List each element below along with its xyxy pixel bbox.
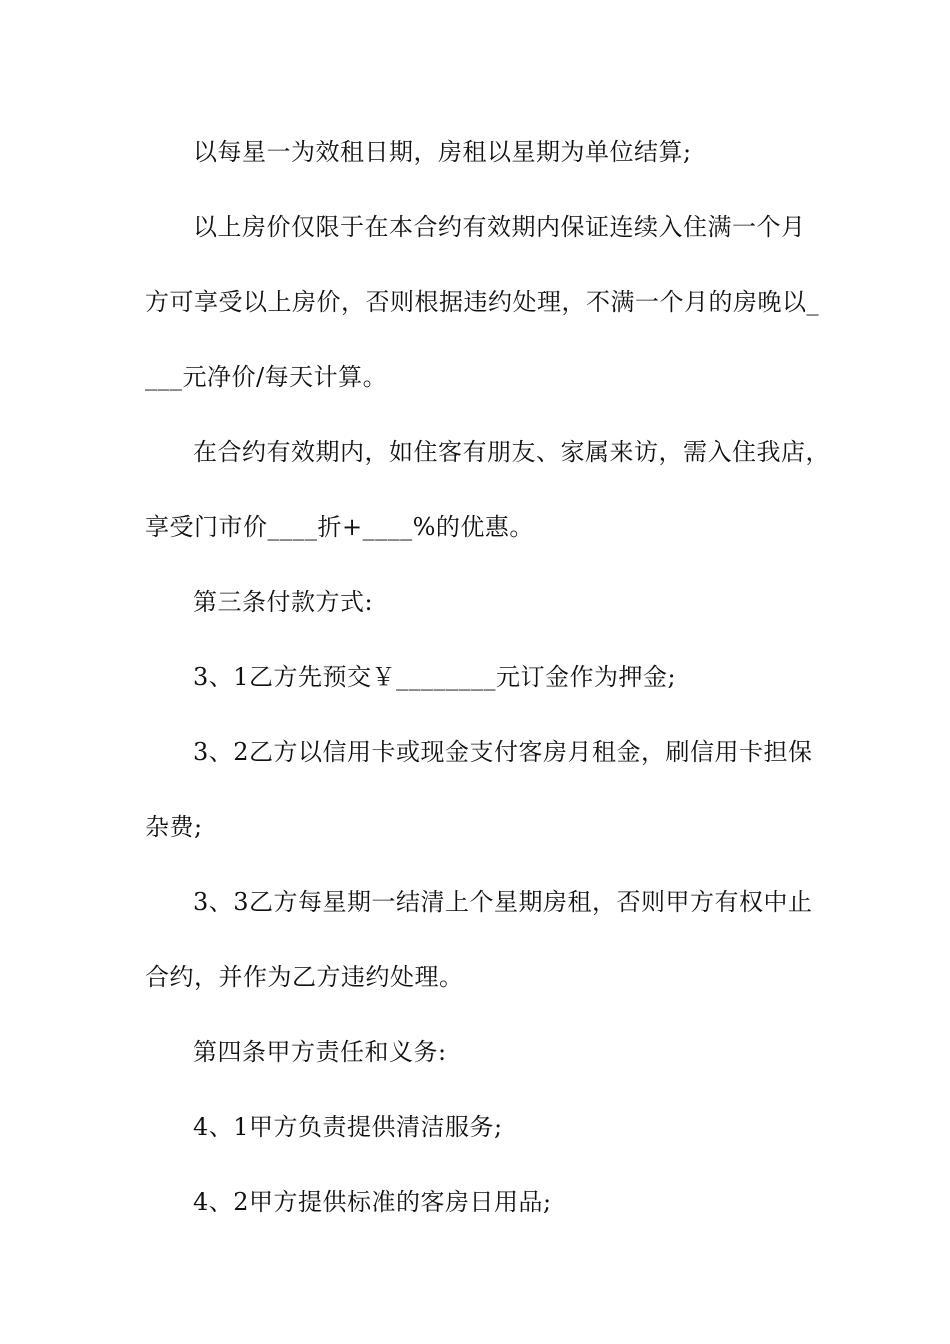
clause-3-2-cont: 杂费; [145, 813, 203, 841]
clause-4-1: 4、1甲方负责提供清洁服务; [193, 1113, 503, 1141]
clause-3-1: 3、1乙方先预交￥________元订金作为押金; [193, 663, 677, 691]
clause-4-2: 4、2甲方提供标准的客房日用品; [193, 1188, 552, 1216]
clause-3-3-cont: 合约，并作为乙方违约处理。 [145, 963, 464, 991]
paragraph-line-visitors-discount: 享受门市价____折+____%的优惠。 [145, 513, 534, 541]
clause-3-2: 3、2乙方以信用卡或现金支付客房月租金，刷信用卡担保 [193, 738, 813, 766]
paragraph-line-visitors: 在合约有效期内，如住客有朋友、家属来访，需入住我店， [193, 438, 830, 466]
clause-3-3: 3、3乙方每星期一结清上个星期房租，否则甲方有权中止 [193, 888, 813, 916]
section-heading-payment: 第三条付款方式: [193, 588, 374, 616]
paragraph-line-rent-start: 以每星一为效租日期，房租以星期为单位结算; [193, 138, 692, 166]
section-heading-party-a-duties: 第四条甲方责任和义务: [193, 1038, 447, 1066]
paragraph-line-price-condition-cont: 方可享受以上房价，否则根据违约处理，不满一个月的房晚以_ [145, 288, 819, 316]
paragraph-line-price-condition-end: ___元净价/每天计算。 [145, 363, 388, 391]
paragraph-line-price-condition: 以上房价仅限于在本合约有效期内保证连续入住满一个月 [193, 213, 806, 241]
